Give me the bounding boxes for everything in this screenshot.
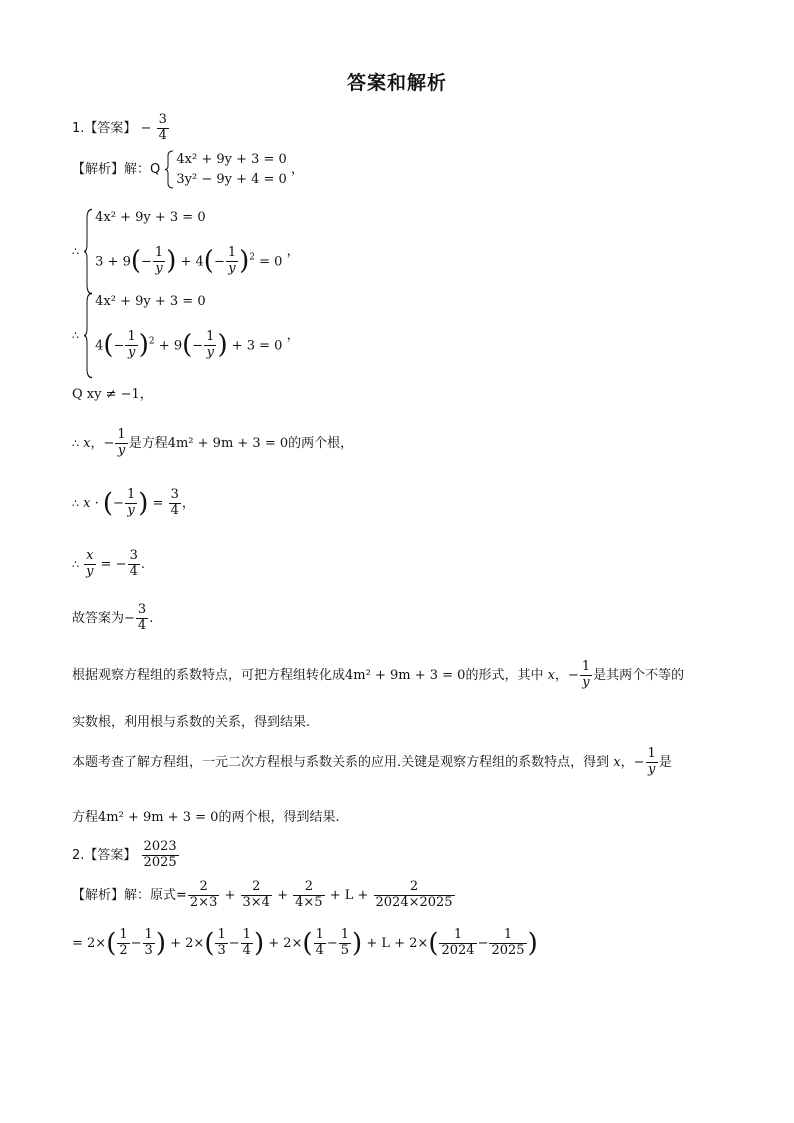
explanation-line-4: 方程4m² + 9m + 3 = 0的两个根，得到结果. — [72, 810, 340, 825]
page-title: 答案和解析 — [346, 72, 447, 94]
brace-icon — [83, 208, 93, 295]
brace-icon — [164, 150, 174, 189]
q2-answer-line: 2.【答案】 $\frac{2023}{2025}$ — [72, 839, 177, 870]
q1-label: 1.【答案】 — [72, 120, 137, 136]
q1-answer-sign: − — [140, 120, 152, 136]
explanation-line-3: 本题考查了解方程组，一元二次方程根与系数关系的应用.关键是观察方程组的系数特点，得到 x，− $\frac{1}{y}$ 是 — [72, 746, 672, 777]
final-answer-line: 故答案为− $\frac{3}{4}$ . — [72, 602, 154, 633]
ratio-line: ∴ $\frac{x}{y}$ = − $\frac{3}{4}$ . — [72, 548, 145, 579]
q2-answer-fraction: $\frac{2023}{2025}$ — [143, 839, 177, 870]
system-3: 4x² + 9y + 3 = 0 4(− $\frac{1}{y}$ )$^2$ + 9(− $\frac{1}{y}$ ) + 3 = 0 — [83, 292, 282, 379]
roots-line: ∴ x，− $\frac{1}{y}$ 是方程4m² + 9m + 3 = 0的两个根， — [72, 427, 354, 458]
q1-answer-line — [72, 113, 170, 144]
explanation-line-2: 实数根，利用根与系数的关系，得到结果. — [72, 715, 311, 730]
q1-analysis-line: 【解析】解：Q 4x² + 9y + 3 = 0 3y² − 9y + 4 = 0 ， — [72, 150, 304, 189]
system-3-line: ∴ 4x² + 9y + 3 = 0 4(− $\frac{1}{y}$ )$^2$ + 9(− $\frac{1}{y}$ ) + 3 = 0 ， — [72, 292, 300, 379]
system-2-line: ∴ 4x² + 9y + 3 = 0 3 + 9(− $\frac{1}{y}$ ) + 4(− $\frac{1}{y}$ )$^2$ = 0 ， — [72, 208, 300, 295]
condition-line: Q xy ≠ −1， — [72, 387, 153, 402]
q2-expansion-line: = 2×( $\frac{1}{2}$ − $\frac{1}{3}$ ) + 2×( $\frac{1}{3}$ − $\frac{1}{4}$ ) + 2×( $\frac{1}{4}$ − $\frac{1}{5}$ ) + L + 2×( $\frac{1}{2024}$ − $\frac{1}{2025}$ ) — [72, 927, 538, 959]
q2-analysis-line: 【解析】解：原式= $\frac{2}{2\times 3}$ + $\frac{2}{3\times 4}$ + $\frac{2}{4\times 5}$ + L + $\frac{2}{2024\times 2025}$ — [72, 879, 453, 910]
system-1: 4x² + 9y + 3 = 0 3y² − 9y + 4 = 0 — [164, 150, 286, 189]
product-line: ∴ x · (− $\frac{1}{y}$ ) = $\frac{3}{4}$ ， — [72, 487, 195, 519]
brace-icon — [83, 292, 93, 379]
q1-analysis-label: 【解析】解：Q — [72, 162, 161, 177]
system-2: 4x² + 9y + 3 = 0 3 + 9(− $\frac{1}{y}$ ) + 4(− $\frac{1}{y}$ )$^2$ = 0 — [83, 208, 282, 295]
explanation-line-1: 根据观察方程组的系数特点，可把方程组转化成4m² + 9m + 3 = 0的形式，其中 x，− $\frac{1}{y}$ 是其两个不等的 — [72, 659, 685, 690]
q1-answer-fraction: $\frac{3}{4}$ — [158, 112, 167, 143]
